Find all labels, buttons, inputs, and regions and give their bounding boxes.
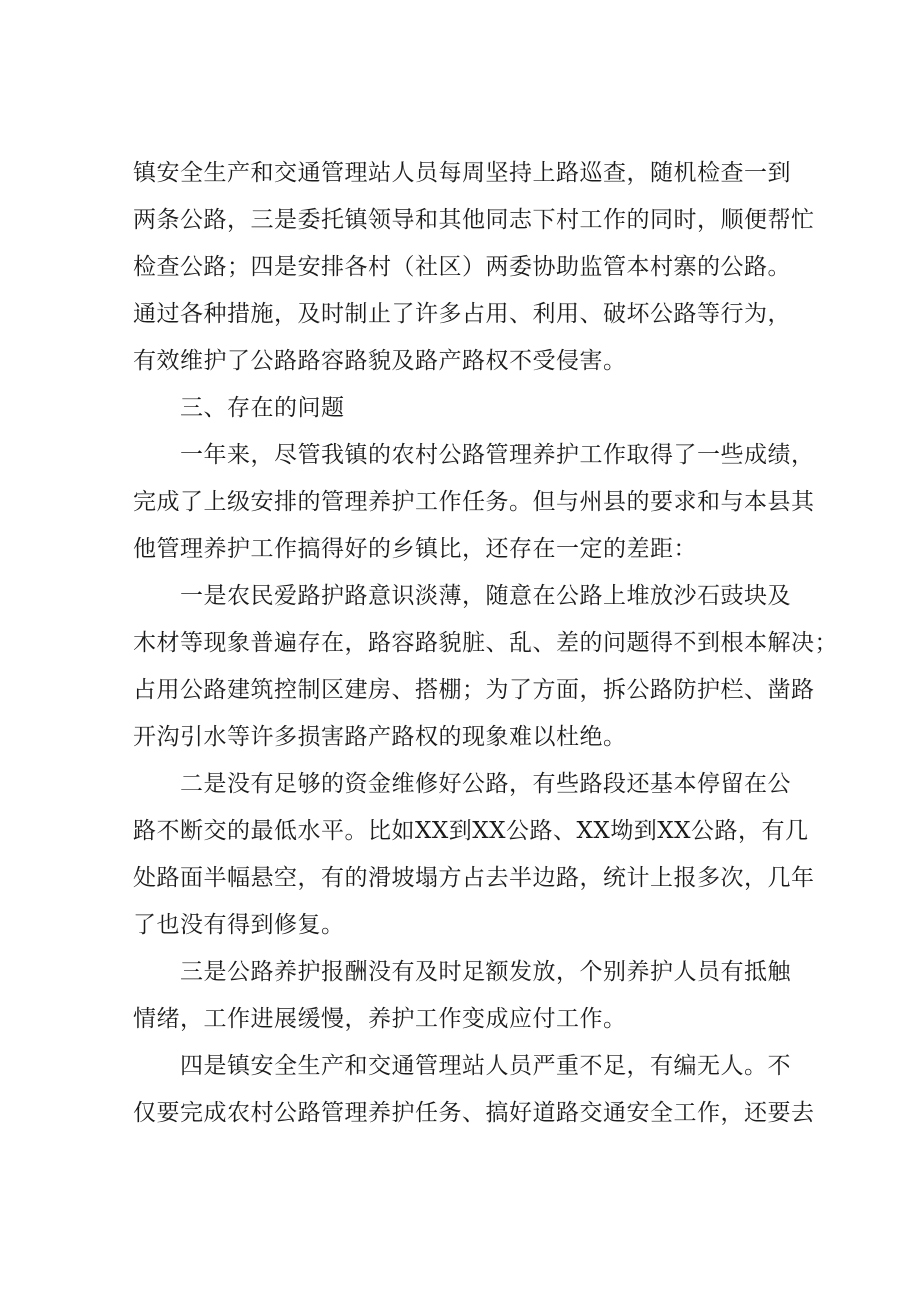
text-line: 三是公路养护报酬没有及时足额发放，个别养护人员有抵触 bbox=[180, 959, 791, 985]
text-line: 四是镇安全生产和交通管理站人员严重不足，有编无人。不 bbox=[180, 1053, 791, 1079]
text-line: 占用公路建筑控制区建房、搭棚；为了方面，拆公路防护栏、凿路 bbox=[133, 677, 815, 703]
text-line: 通过各种措施，及时制止了许多占用、利用、破坏公路等行为， bbox=[133, 301, 791, 327]
text-line: 镇安全生产和交通管理站人员每周坚持上路巡查，随机检查一到 bbox=[133, 160, 791, 186]
text-line: 处路面半幅悬空，有的滑坡塌方占去半边路，统计上报多次，几年 bbox=[133, 865, 815, 891]
text-line: 了也没有得到修复。 bbox=[133, 912, 345, 938]
text-line: 两条公路，三是委托镇领导和其他同志下村工作的同时，顺便帮忙 bbox=[133, 207, 815, 233]
text-line: 有效维护了公路路容路貌及路产路权不受侵害。 bbox=[133, 348, 627, 374]
text-line: 木材等现象普遍存在，路容路貌脏、乱、差的问题得不到根本解决； bbox=[133, 630, 838, 656]
text-line: 路不断交的最低水平。比如XX到XX公路、XX坳到XX公路，有几 bbox=[133, 818, 809, 844]
text-line: 一是农民爱路护路意识淡薄，随意在公路上堆放沙石豉块及 bbox=[180, 583, 791, 609]
text-line: 检查公路；四是安排各村（社区）两委协助监管本村寨的公路。 bbox=[133, 254, 791, 280]
text-line: 一年来，尽管我镇的农村公路管理养护工作取得了一些成绩， bbox=[180, 442, 815, 468]
text-line: 他管理养护工作搞得好的乡镇比，还存在一定的差距： bbox=[133, 536, 697, 562]
section-heading: 三、存在的问题 bbox=[180, 395, 345, 421]
text-line: 开沟引水等许多损害路产路权的现象难以杜绝。 bbox=[133, 724, 627, 750]
text-line: 二是没有足够的资金维修好公路，有些路段还基本停留在公 bbox=[180, 771, 791, 797]
text-line: 完成了上级安排的管理养护工作任务。但与州县的要求和与本县其 bbox=[133, 489, 815, 515]
text-line: 仅要完成农村公路管理养护任务、搞好道路交通安全工作，还要去 bbox=[133, 1100, 815, 1126]
text-line: 情绪，工作进展缓慢，养护工作变成应付工作。 bbox=[133, 1006, 627, 1032]
